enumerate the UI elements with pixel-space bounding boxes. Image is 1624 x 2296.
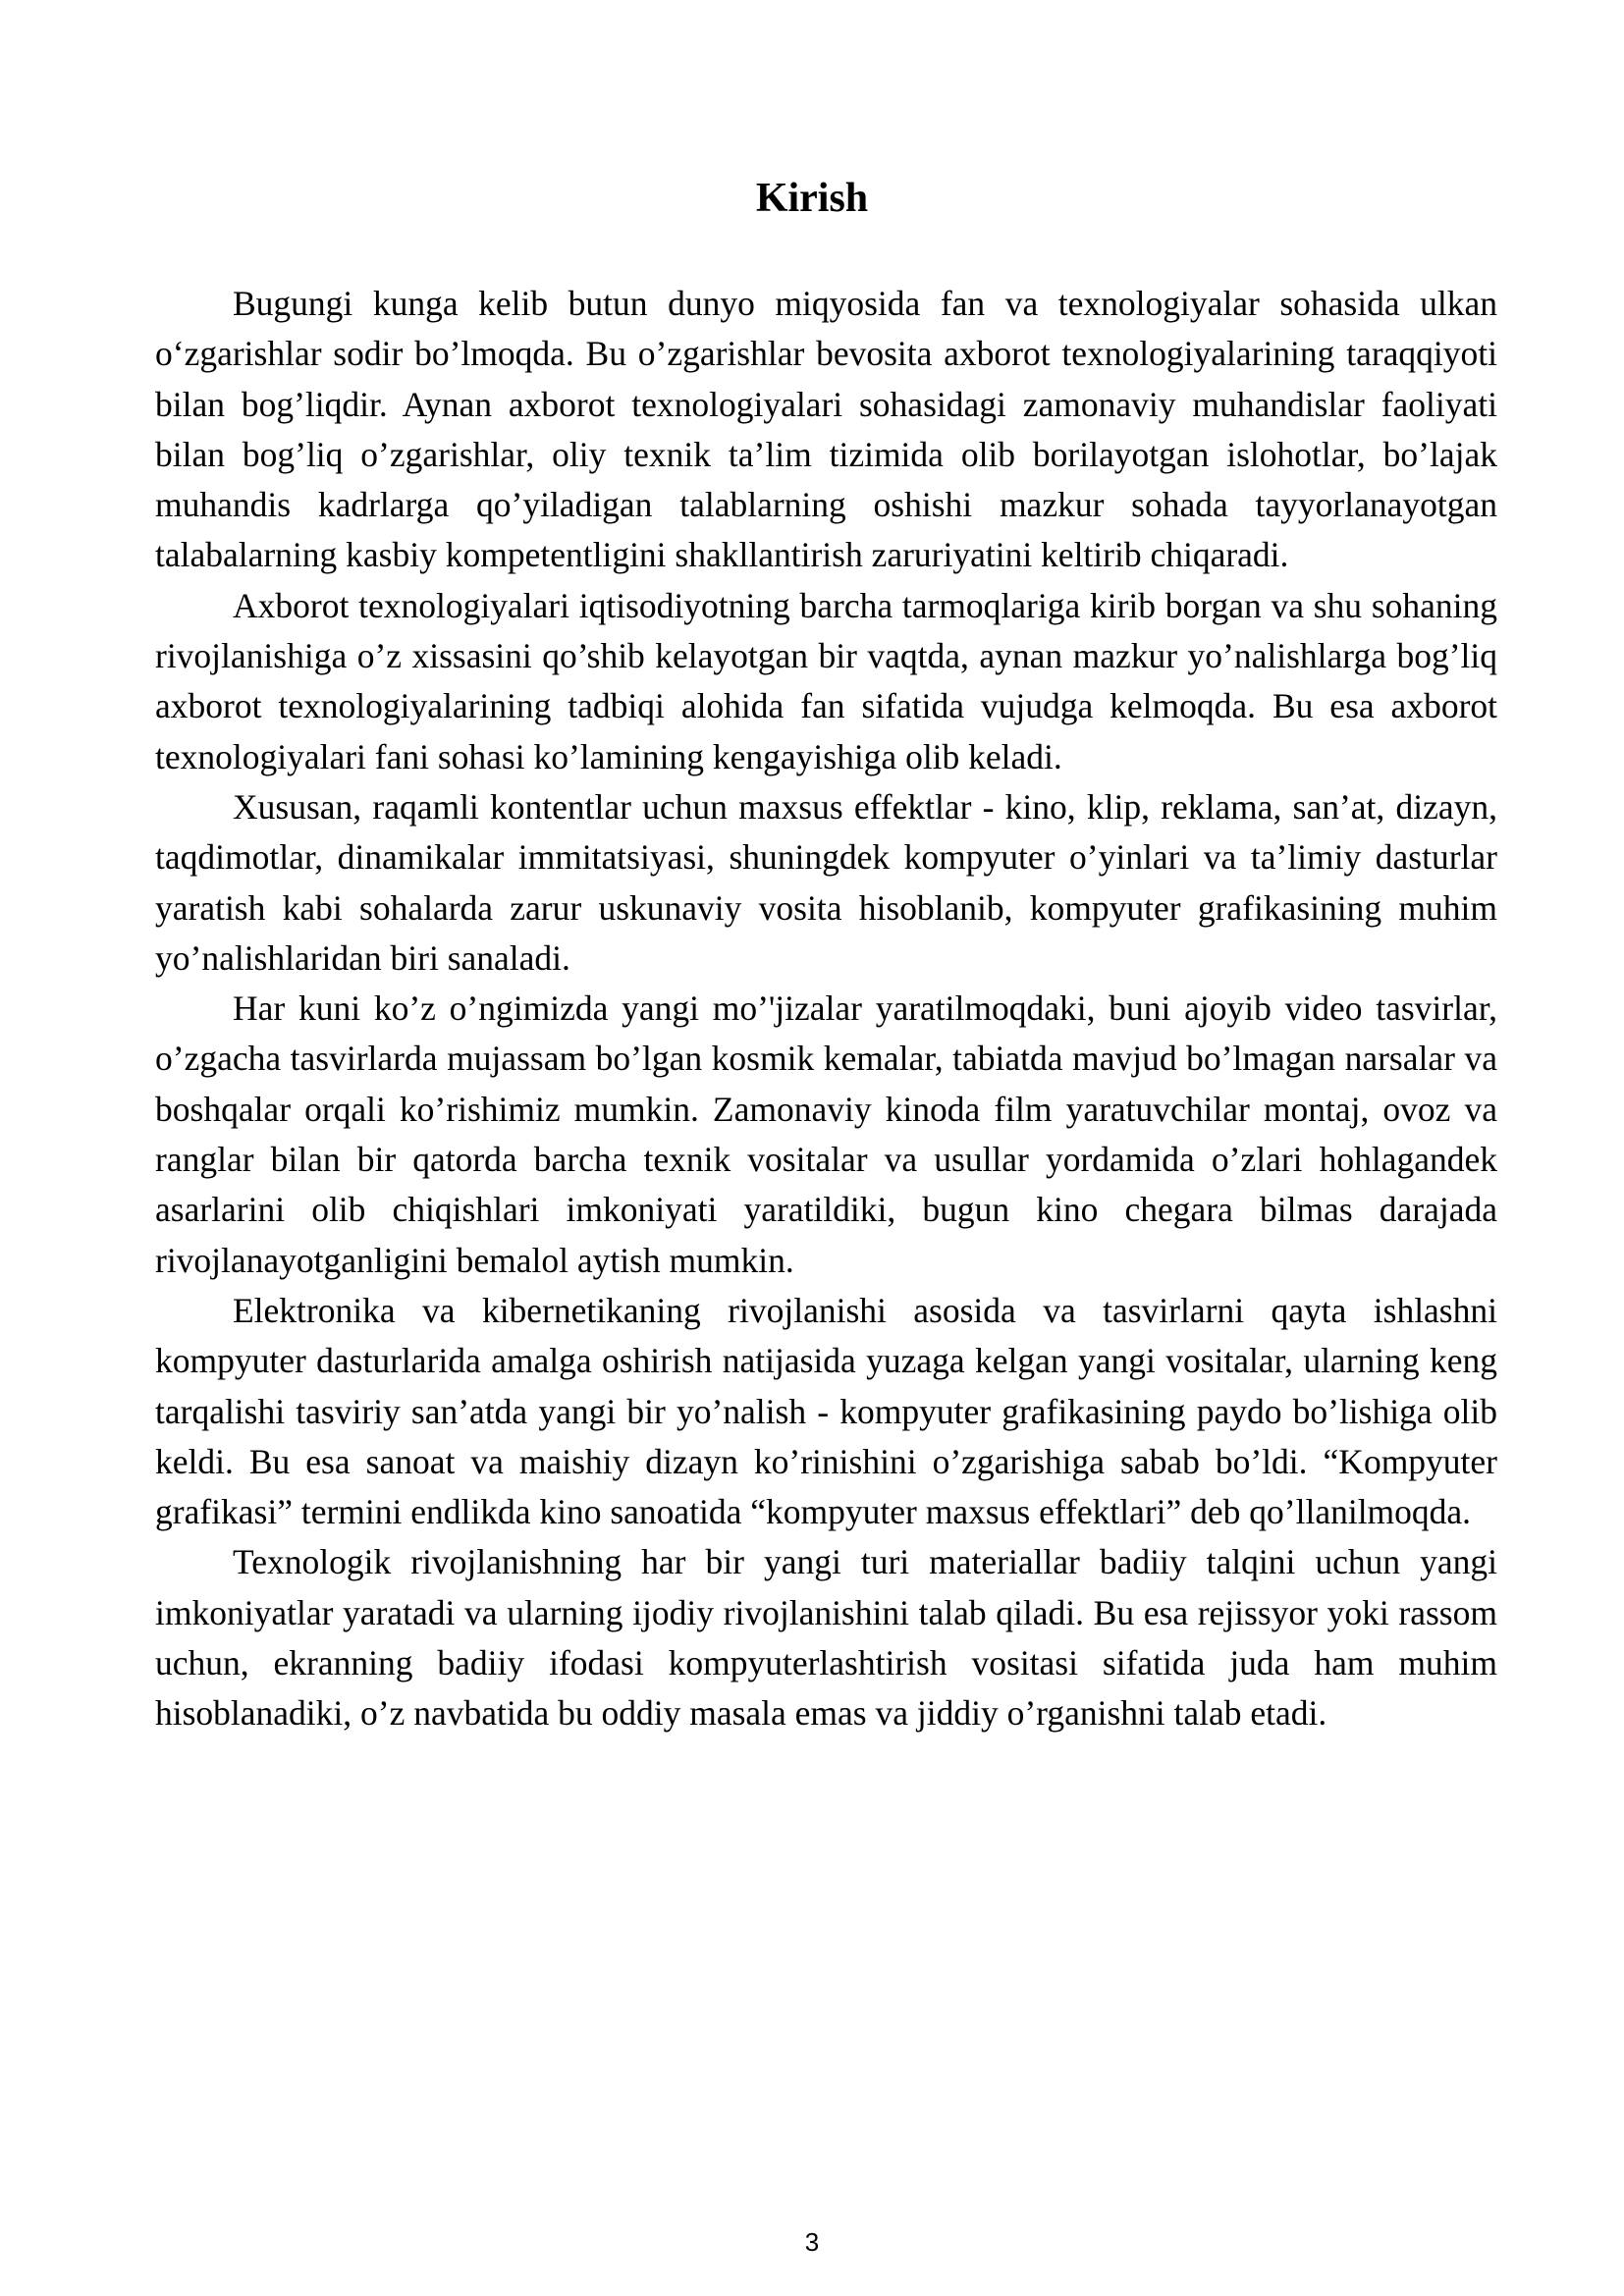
paragraph-1: Bugungi kunga kelib butun dunyo miqyosida fan va texnologiyalar sohasida ulkan o‘zgarishlar sodir bo’lmoqda. Bu o’zgarishlar bevosita axborot texnologiyalarining taraqqiyoti bilan bog’liqdir. Aynan axborot texnologiyalari sohasidagi zamonaviy muhandislar faoliyati bilan bog’liq o’zgarishlar, oliy texnik ta’lim tizimida olib borilayotgan islohotlar, bo’lajak muhandis kadrlarga qo’yiladigan talablarning oshishi mazkur sohada tayyorlanayotgan talabalarning kasbiy kompetentligini shakllantirish zaruriyatini keltirib chiqaradi. — [155, 284, 1497, 575]
paragraph-5: Elektronika va kibernetikaning rivojlanishi asosida va tasvirlarni qayta ishlashni kompyuter dasturlarida amalga oshirish natijasida yuzaga kelgan yangi vositalar, ularning keng tarqalishi tasviriy san’atda yangi bir yo’nalish - kompyuter grafikasining paydo bo’lishiga olib keldi. Bu esa sanoat va maishiy dizayn ko’rinishini o’zgarishiga sabab bo’ldi. “Kompyuter grafikasi” termini endlikda kino sanoatida “kompyuter maxsus effektlari” deb qo’llanilmoqda. — [155, 1290, 1497, 1532]
paragraph-3: Xususan, raqamli kontentlar uchun maxsus effektlar - kino, klip, reklama, san’at, dizayn, taqdimotlar, dinamikalar immitatsiyasi, shuningdek kompyuter o’yinlari va ta’limiy dasturlar yaratish kabi sohalarda zarur uskunaviy vosita hisoblanib, kompyuter grafikasining muhim yo’nalishlaridan biri sanaladi. — [155, 786, 1497, 978]
paragraph-6: Texnologik rivojlanishning har bir yangi turi materiallar badiiy talqini uchun yangi imkoniyatlar yaratadi va ularning ijodiy rivojlanishini talab qiladi. Bu esa rejissyor yoki rassom uchun, ekranning badiiy ifodasi kompyuterlashtirish vositasi sifatida juda ham muhim hisoblanadiki, o’z navbatida bu oddiy masala emas va jiddiy o’rganishni talab etadi. — [155, 1542, 1497, 1734]
paragraph-2: Axborot texnologiyalari iqtisodiyotning barcha tarmoqlariga kirib borgan va shu sohaning rivojlanishiga o’z xissasini qo’shib kelayotgan bir vaqtda, aynan mazkur yo’nalishlarga bog’liq axborot texnologiyalarining tadbiqi alohida fan sifatida vujudga kelmoqda. Bu esa axborot texnologiyalari fani sohasi ko’lamining kengayishiga olib keladi. — [155, 585, 1497, 776]
page-title: Kirish — [755, 176, 869, 221]
page-number: 3 — [804, 2227, 820, 2257]
body-text — [155, 279, 1497, 1739]
paragraph-4: Har kuni ko’z o’ngimizda yangi mo’'jizalar yaratilmoqdaki, buni ajoyib video tasvirlar, o’zgacha tasvirlarda mujassam bo’lgan kosmik kemalar, tabiatda mavjud bo’lmagan narsalar va boshqalar orqali ko’rishimiz mumkin. Zamonaviy kinoda film yaratuvchilar montaj, ovoz va ranglar bilan bir qatorda barcha texnik vositalar va usullar yordamida o’zlari hohlagandek asarlarini olib chiqishlari imkoniyati yaratildiki, bugun kino chegara bilmas darajada rivojlanayotganligini bemalol aytish mumkin. — [155, 988, 1497, 1280]
